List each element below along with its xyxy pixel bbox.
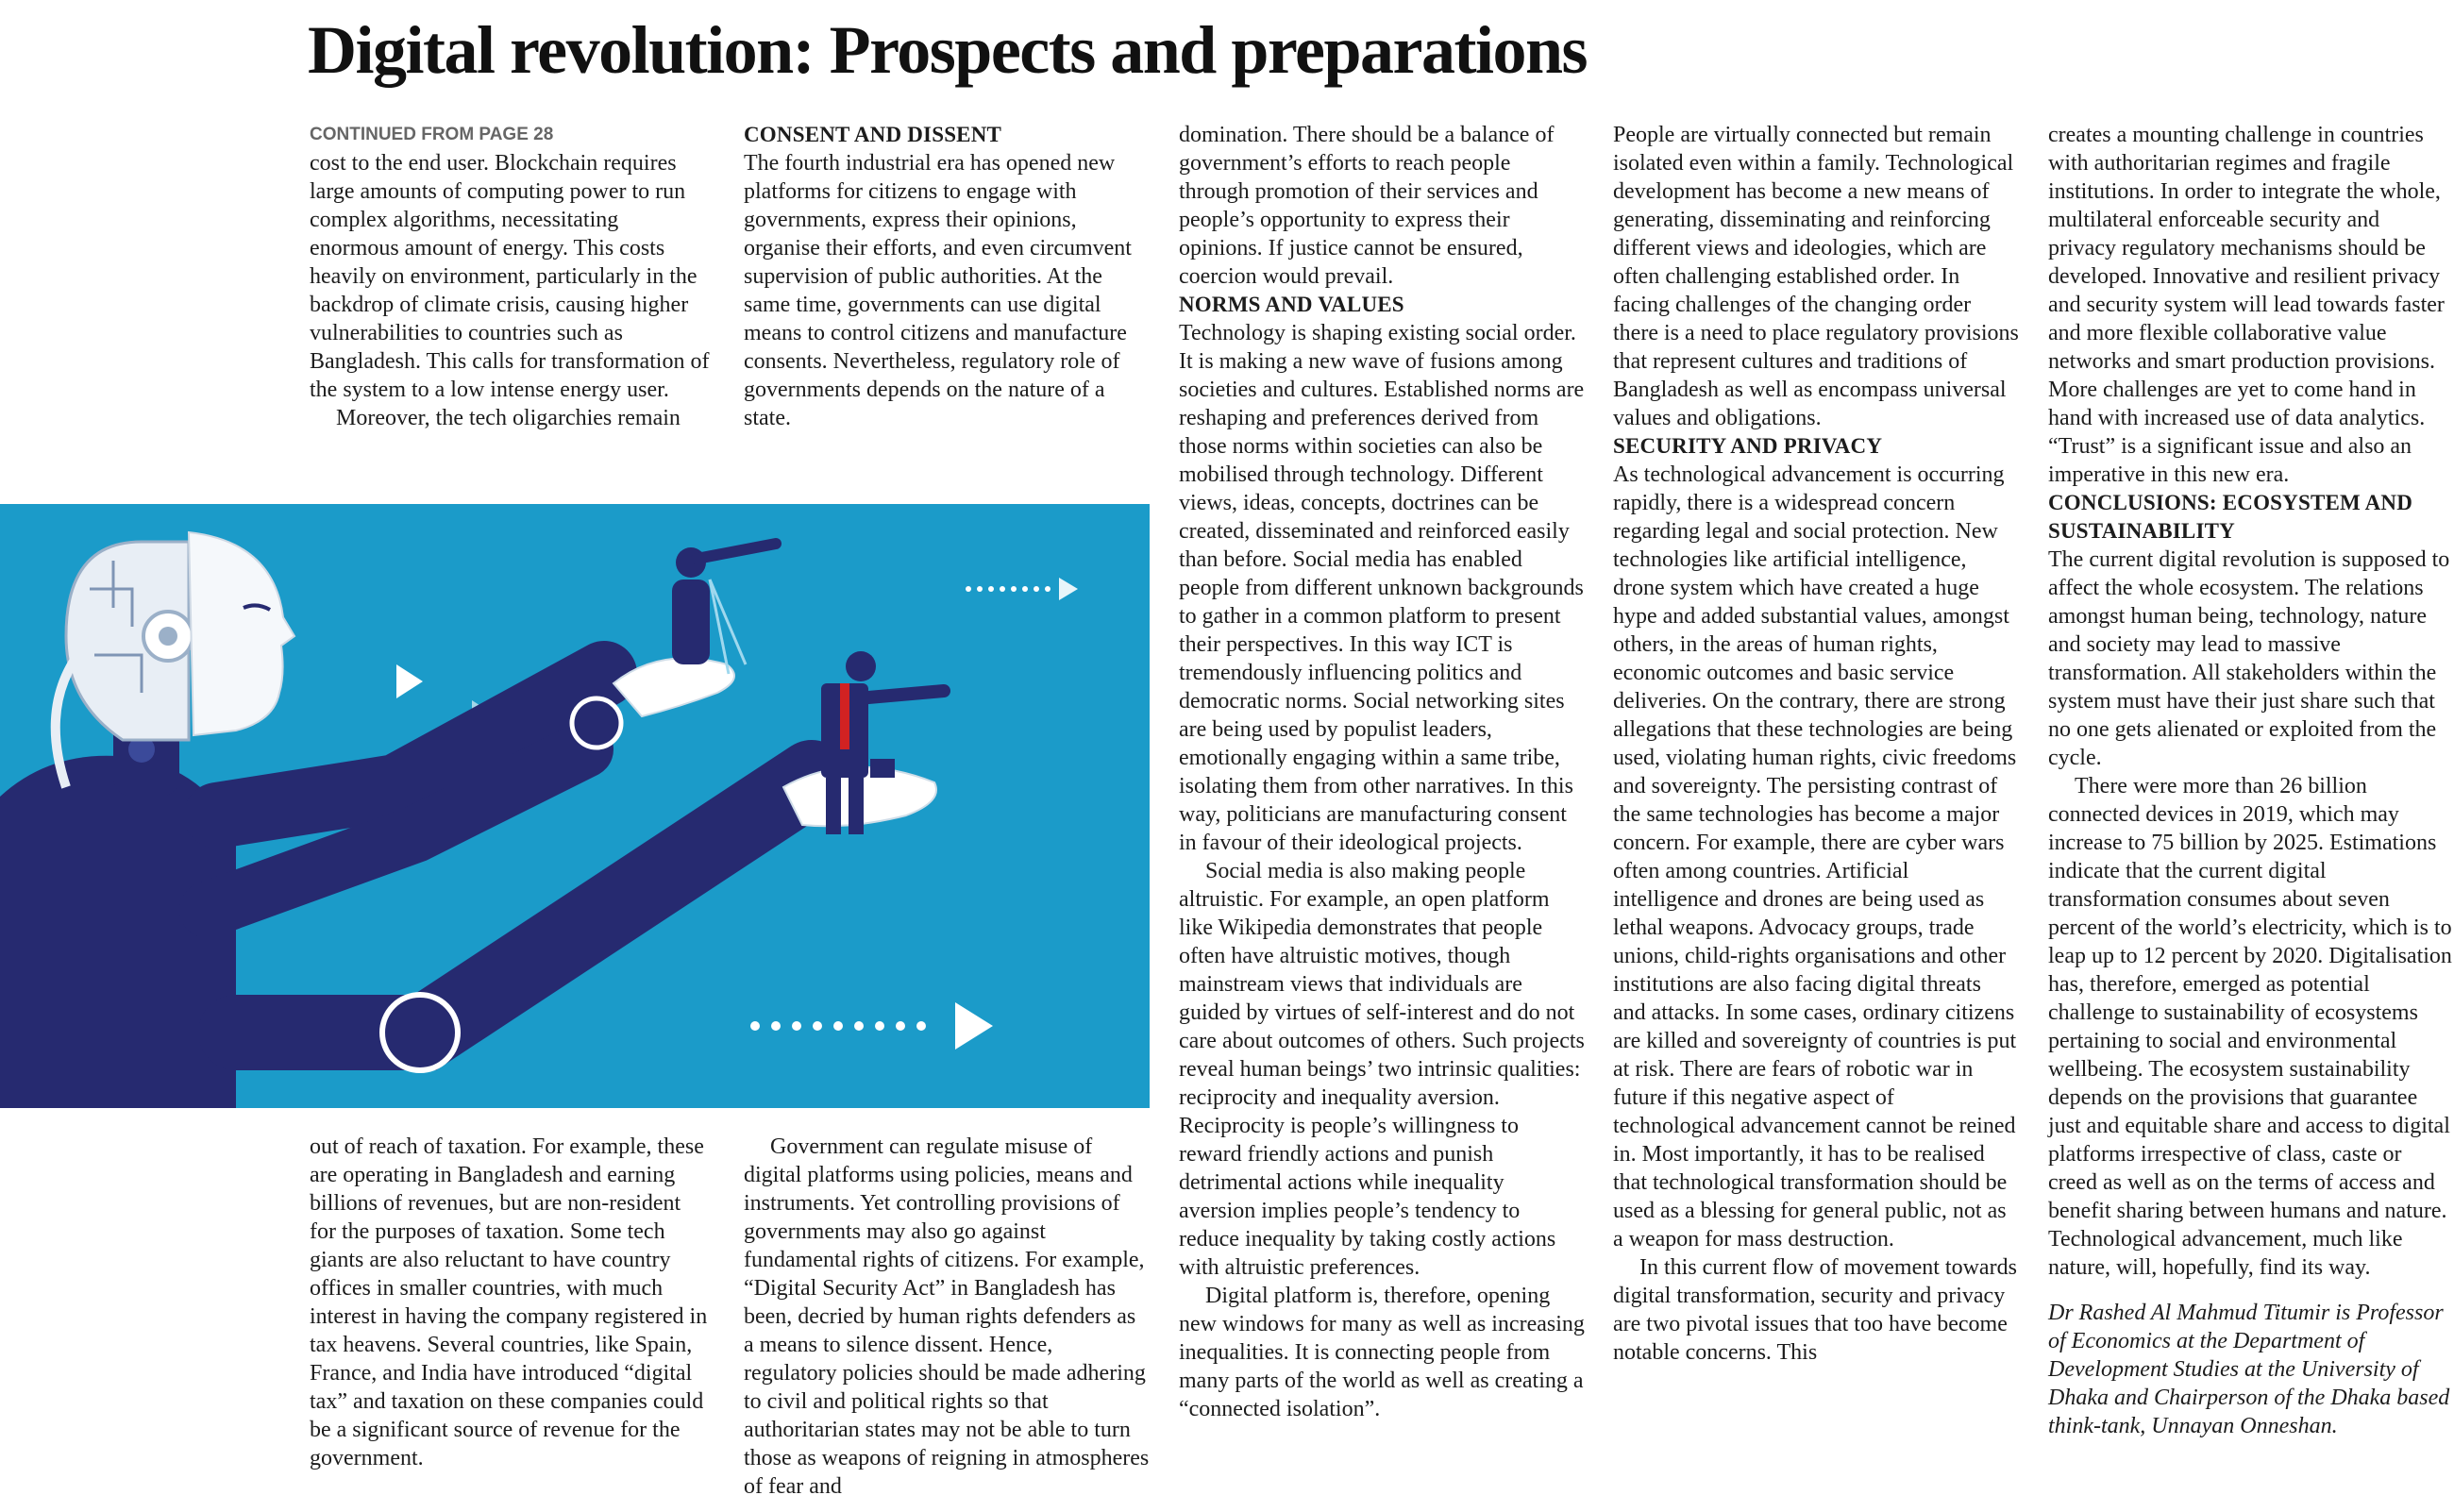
column-1-bottom [310,1133,712,1472]
headline: Digital revolution: Prospects and preparations [308,12,1588,88]
paragraph: The fourth industrial era has opened new platforms for citizens to engage with governments, express their opinions, organise their efforts, and even circumvent supervision of public authorities. At the same time, governments can use digital means to control citizens and manufacture consents. Nevertheless, regulatory role of governments depends on the nature of a state. [744,151,1132,430]
column-4 [1613,121,2019,1367]
paragraph: domination. There should be a balance of government’s efforts to reach people through promotion of their services and people’s opportunity to express their opinions. If justice cannot be ensured, coercion would prevail. [1179,123,1555,289]
column-1-top [310,121,712,432]
paragraph: Moreover, the tech oligarchies remain [336,406,681,430]
column-2-top [744,121,1150,432]
paragraph: There were more than 26 billion connected devices in 2019, which may increase to 75 billion by 2025. Estimations indicate that the current digital transformation consumes about seven percent of the world’s electricity, which is to leap up to 12 percent by 2020. Digitalisation has, therefore, emerged as potential challenge to sustainability of ecosystems pertaining to social and environmental wellbeing. The ecosystem sustainability depends on the provisions that guarantee just and equitable share and access to digital platforms irrespective of class, caste or creed as well as on the terms of access and benefit sharing between humans and nature. Technological advancement, much like nature, will, hopefully, find its way. [2048,774,2452,1280]
paragraph: creates a mounting challenge in countries with authoritarian regimes and fragile institutions. In order to integrate the whole, multilateral enforceable security and privacy regulatory mechanisms should be developed. Innovative and resilient privacy and security system will lead towards faster and more flexible collaborative value networks and smart production provisions. More challenges are yet to come hand in hand with increased use of data analytics. “Trust” is a significant issue and also an imperative in this new era. [2048,123,2445,487]
illustration [0,504,1150,1108]
column-2-bottom [744,1133,1150,1501]
paragraph: People are virtually connected but remain isolated even within a family. Technological development has become a new means of generating, disseminating and reinforcing different views and ideologies, which are often challenging established order. In facing challenges of the changing order there is a need to place regulatory provisions that represent cultures and traditions of Bangladesh as well as encompass universal values and obligations. [1613,123,2019,430]
section-heading: NORMS AND VALUES [1179,293,1404,316]
paragraph: Social media is also making people altruistic. For example, an open platform like Wikipedia demonstrates that people often have altruistic motives, though mainstream views that individuals are guided by virtues of self-interest and do not care about outcomes of others. Such projects reveal human beings’ two intrinsic qualities: reciprocity and inequality aversion. Reciprocity is people’s willingness to reward friendly actions and punish detrimental actions while inequality aversion implies people’s tendency to reduce inequality by taking costly actions with altruistic preferences. [1179,859,1585,1280]
column-3 [1179,121,1585,1423]
paragraph: out of reach of taxation. For example, these are operating in Bangladesh and earning billions of revenues, but are non-resident for the purposes of taxation. Some tech giants are also reluctant to have country offices in smaller countries, with much interest in having the company registered in tax heavens. Several countries, like Spain, France, and India have introduced “digital tax” and taxation on these companies could be a significant source of revenue for the government. [310,1134,708,1470]
section-heading: CONSENT AND DISSENT [744,123,1002,146]
section-heading: SECURITY AND PRIVACY [1613,434,1883,458]
paragraph: Digital platform is, therefore, opening new windows for many as well as increasing inequalities. It is connecting people from many parts of the world as well as creating a “connected isolation”. [1179,1284,1585,1421]
paragraph: cost to the end user. Blockchain requires large amounts of computing power to run complex algorithms, necessitating enormous amount of energy. This costs heavily on environment, particularly in the backdrop of climate crisis, causing higher vulnerabilities to countries such as Bangladesh. This calls for transformation of the system to a low intense energy user. [310,151,710,402]
author-byline: Dr Rashed Al Mahmud Titumir is Professor of Economics at the Department of Development Studies at the University of Dhaka and Chairperson of the Dhaka based think-tank, Unnayan Onneshan. [2048,1301,2450,1438]
section-heading: CONCLUSIONS: ECOSYSTEM AND SUSTAINABILITY [2048,491,2413,543]
column-5 [2048,121,2452,1440]
paragraph: As technological advancement is occurring rapidly, there is a widespread concern regarding legal and social protection. New technologies like artificial intelligence, drone system which have created a huge hype and added substantial values, amongst others, in the areas of human rights, economic outcomes and basic service deliveries. On the contrary, there are strong allegations that these technologies are being used, violating human rights, civic freedoms and sovereignty. The persisting contrast of the same technologies has become a major concern. For example, there are cyber wars often among countries. Artificial intelligence and drones are being used as lethal weapons. Advocacy groups, trade unions, child-rights organisations and other institutions are also facing digital threats and attacks. In some cases, ordinary citizens are killed and sovereignty of countries is put at risk. There are fears of robotic war in future if this negative aspect of technological advancement cannot be reined in. Most importantly, it has to be realised that technological transformation should be used as a blessing for general public, not as a weapon for mass destruction. [1613,462,2017,1252]
paragraph: In this current flow of movement towards digital transformation, security and privacy are two pivotal issues that too have become notable concerns. This [1613,1255,2017,1365]
paragraph: Government can regulate misuse of digital platforms using policies, means and instruments. Yet controlling provisions of governments may also go against fundamental rights of citizens. For example, “Digital Security Act” in Bangladesh has been, decried by human rights defenders as a means to silence dissent. Hence, regulatory policies should be made adhering to civil and political rights so that authoritarian states may not be able to turn those as weapons of reigning in atmospheres of fear and [744,1134,1150,1499]
paragraph: Technology is shaping existing social order. It is making a new wave of fusions among societies and cultures. Established norms are reshaping and preferences derived from those norms within societies can also be mobilised through technology. Different views, ideas, concepts, doctrines can be created, disseminated and reinforced easily than before. Social media has enabled people from different unknown backgrounds to gather in a common platform to present their perspectives. In this way ICT is tremendously influencing politics and democratic norms. Social networking sites are being used by populist leaders, emotionally engaging within a same tribe, isolating them from other narratives. In this way, politicians are manufacturing consent in favour of their ideological projects. [1179,321,1585,855]
continued-label: CONTINUED FROM PAGE 28 [310,125,554,144]
paragraph: The current digital revolution is supposed to affect the whole ecosystem. The relations amongst human being, technology, nature and society may lead to massive transformation. All stakeholders within the system must have their just share such that no one gets alienated or exploited from the cycle. [2048,547,2450,770]
